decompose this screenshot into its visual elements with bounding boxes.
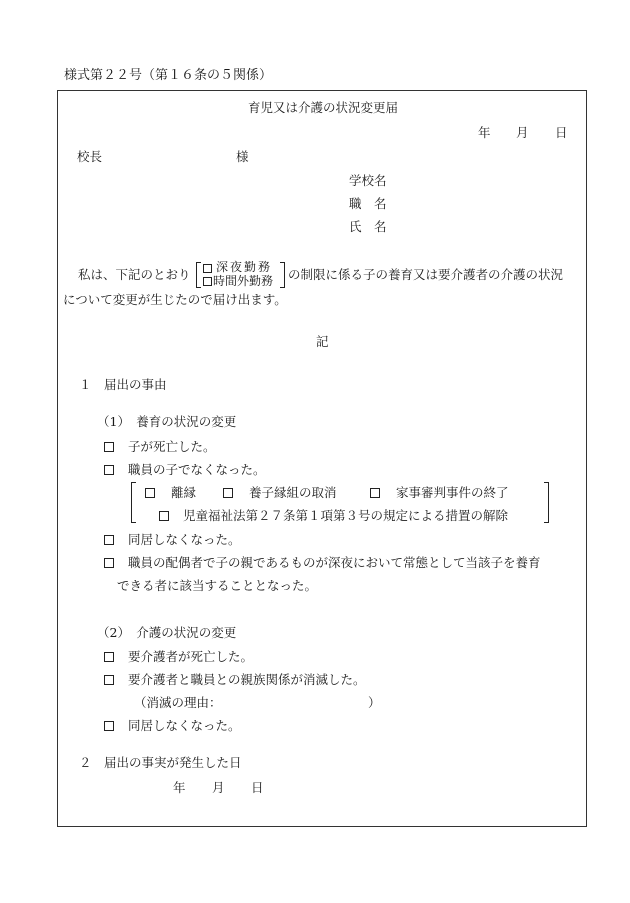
- option-torikeshi-checkbox[interactable]: [223, 488, 233, 498]
- sub1-item2-label: 職員の子でなくなった。: [128, 462, 266, 477]
- option-overtime-checkbox[interactable]: [203, 277, 212, 286]
- position-label: 職 名: [349, 196, 387, 211]
- sub2-item3-checkbox[interactable]: [104, 721, 114, 731]
- section1-heading: １ 届出の事由: [79, 377, 167, 392]
- school-name-label: 学校名: [349, 173, 387, 188]
- options-bracket-left: [131, 482, 136, 523]
- form-title: 育児又は介護の状況変更届: [248, 100, 399, 115]
- option-sochi-checkbox[interactable]: [159, 511, 169, 521]
- addressee-honorific: 様: [236, 149, 249, 164]
- sub1-heading: （1） 養育の状況の変更: [97, 414, 237, 429]
- option-rien-checkbox[interactable]: [145, 488, 155, 498]
- section2-year: 年: [173, 780, 186, 795]
- name-label: 氏 名: [349, 219, 387, 234]
- intro-line2: について変更が生じたので届け出ます。: [63, 292, 287, 307]
- intro-suffix: の制限に係る子の養育又は要介護者の介護の状況: [288, 267, 564, 282]
- date-day-label: 日: [555, 125, 568, 140]
- sub1-item1: [104, 441, 216, 454]
- sub1-item4-line2: できる者に該当することとなった。: [117, 578, 318, 593]
- option-sochi: [159, 510, 508, 523]
- form-number: 様式第２２号（第１６条の５関係）: [64, 68, 273, 83]
- sub1-item4-checkbox[interactable]: [104, 558, 114, 568]
- option-night-checkbox[interactable]: [203, 264, 212, 273]
- date-month-label: 月: [516, 125, 529, 140]
- sub1-item4-label: 職員の配偶者で子の親であるものが深夜において常態として当該子を養育: [128, 555, 541, 570]
- sub2-item1-label: 要介護者が死亡した。: [128, 649, 254, 664]
- ki-label: 記: [316, 334, 329, 349]
- reason-close: ）: [368, 695, 381, 710]
- sub1-item3-label: 同居しなくなった。: [128, 532, 241, 547]
- sub2-item2: [104, 674, 366, 687]
- sub1-item1-checkbox[interactable]: [104, 442, 114, 452]
- option-torikeshi-label: 養子縁組の取消: [249, 485, 337, 500]
- option-rien-label: 離縁: [171, 485, 197, 500]
- date-year-label: 年: [478, 125, 491, 140]
- sub2-item3-label: 同居しなくなった。: [128, 718, 241, 733]
- section2-heading: ２ 届出の事実が発生した日: [79, 755, 242, 770]
- sub1-item1-label: 子が死亡した。: [128, 439, 216, 454]
- section2-day: 日: [251, 780, 264, 795]
- option-kaji-label: 家事審判事件の終了: [396, 485, 509, 500]
- option-sochi-label: 児童福祉法第２７条第１項第３号の規定による措置の解除: [183, 508, 509, 523]
- sub1-item3: [104, 534, 241, 547]
- section2-month: 月: [212, 780, 225, 795]
- form-frame: [57, 90, 587, 827]
- intro-bracket-left: [196, 262, 201, 288]
- option-kaji-checkbox[interactable]: [370, 488, 380, 498]
- option-torikeshi: [223, 487, 337, 500]
- option-night-label: 深夜勤務: [216, 260, 273, 274]
- sub2-heading: （2） 介護の状況の変更: [97, 625, 237, 640]
- options-bracket-right: [544, 482, 549, 523]
- sub1-item2-checkbox[interactable]: [104, 465, 114, 475]
- option-kaji: [370, 487, 509, 500]
- sub1-item3-checkbox[interactable]: [104, 535, 114, 545]
- intro-prefix: 私は、下記のとおり: [78, 267, 191, 282]
- option-overtime-label: 時間外勤務: [213, 274, 274, 288]
- intro-bracket-right: [280, 262, 285, 288]
- sub2-item1-checkbox[interactable]: [104, 652, 114, 662]
- sub2-item3: [104, 720, 241, 733]
- sub2-item1: [104, 651, 253, 664]
- option-rien: [145, 487, 196, 500]
- sub1-item2: [104, 464, 266, 477]
- addressee-label: 校長: [77, 149, 103, 164]
- sub1-item4: [104, 557, 541, 570]
- sub2-item2-label: 要介護者と職員との親族関係が消滅した。: [128, 672, 366, 687]
- reason-open: （消滅の理由：: [134, 695, 222, 710]
- sub2-item2-checkbox[interactable]: [104, 675, 114, 685]
